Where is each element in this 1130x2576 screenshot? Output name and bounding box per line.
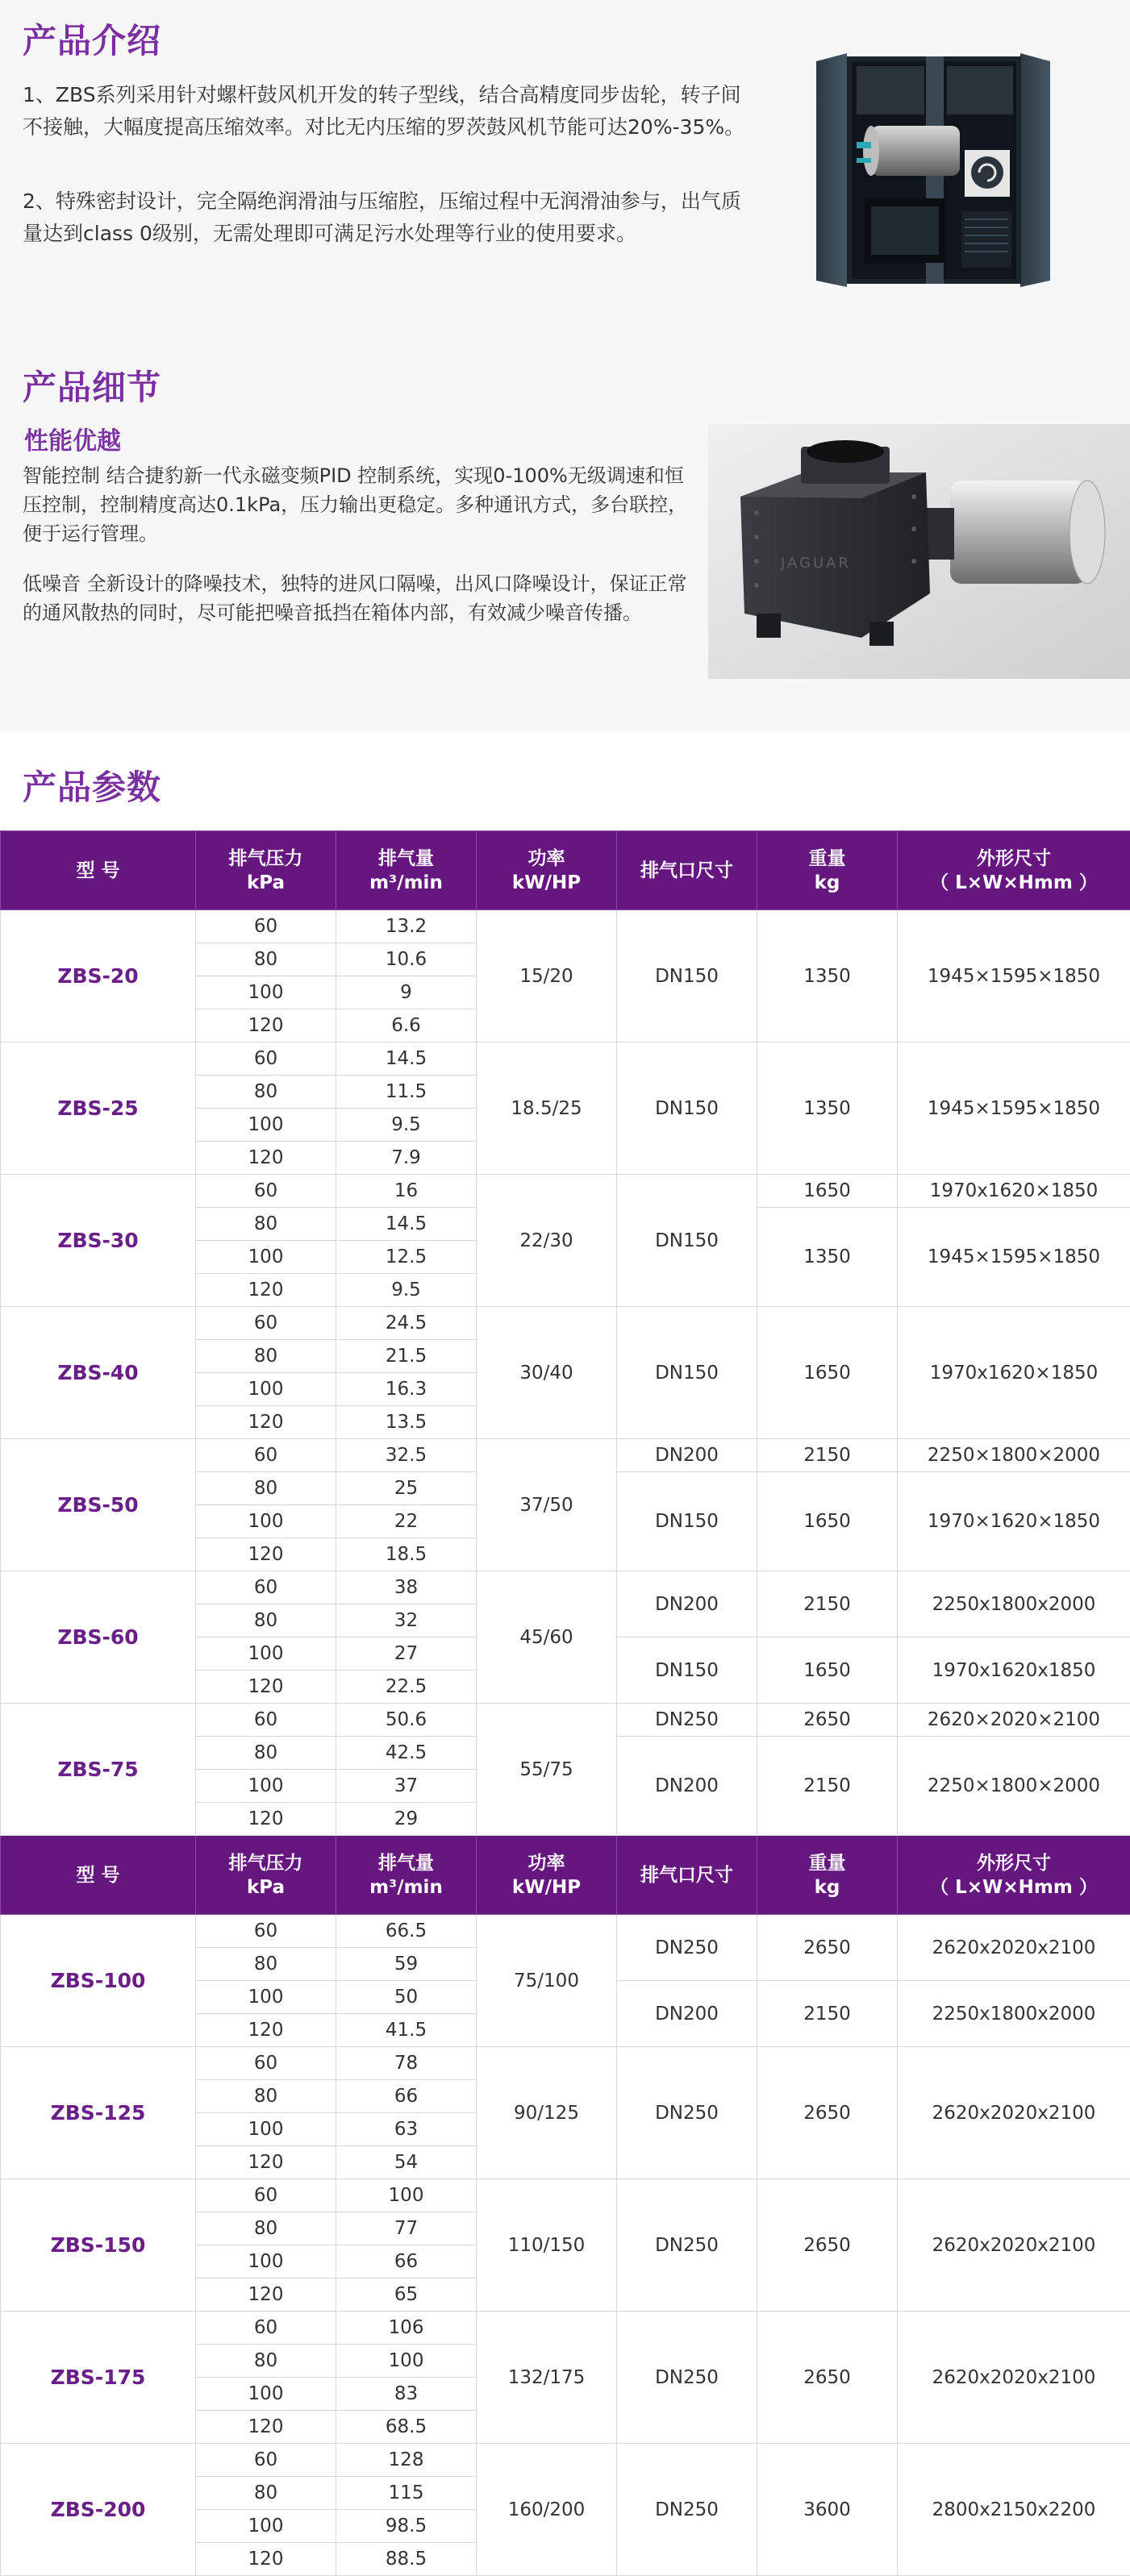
outlet-cell: DN150 <box>617 1175 757 1307</box>
weight-cell: 2150 <box>757 1737 898 1836</box>
flow-cell: 66 <box>336 2245 477 2278</box>
power-cell: 55/75 <box>477 1704 617 1836</box>
header-weight_unit-label: kg <box>815 1877 840 1898</box>
table-row <box>1 1307 1130 1340</box>
flow-cell: 6.6 <box>336 1009 477 1042</box>
pressure-cell: 60 <box>196 2179 336 2212</box>
power-cell: 90/125 <box>477 2047 617 2179</box>
outlet-cell: DN250 <box>617 1704 757 1737</box>
pressure-cell: 100 <box>196 2510 336 2543</box>
header-weight_unit-label: kg <box>815 872 840 893</box>
pressure-cell: 100 <box>196 976 336 1009</box>
flow-cell: 37 <box>336 1770 477 1803</box>
flow-cell: 78 <box>336 2047 477 2080</box>
pressure-cell: 60 <box>196 1571 336 1604</box>
outlet-cell: DN200 <box>617 1981 757 2047</box>
pressure-cell: 80 <box>196 943 336 976</box>
pressure-cell: 60 <box>196 1307 336 1340</box>
pressure-cell: 100 <box>196 1981 336 2014</box>
flow-cell: 22.5 <box>336 1671 477 1704</box>
header-pressure <box>196 1836 336 1915</box>
weight-cell: 2650 <box>757 2312 898 2444</box>
header-outlet-label: 排气口尺寸 <box>640 1865 733 1886</box>
model-cell: ZBS-125 <box>1 2047 196 2179</box>
pressure-cell: 100 <box>196 1373 336 1406</box>
flow-cell: 100 <box>336 2179 477 2212</box>
flow-cell: 24.5 <box>336 1307 477 1340</box>
pressure-cell: 80 <box>196 1737 336 1770</box>
header-outlet <box>617 831 757 910</box>
header-power_unit-label: kW/HP <box>512 872 581 893</box>
pressure-cell: 120 <box>196 1274 336 1307</box>
params-section-header <box>0 732 1130 830</box>
outlet-cell: DN200 <box>617 1737 757 1836</box>
weight-cell: 2150 <box>757 1981 898 2047</box>
spec-table <box>0 830 1130 2576</box>
outlet-cell: DN250 <box>617 2179 757 2312</box>
weight-cell: 2650 <box>757 2047 898 2179</box>
weight-cell: 2650 <box>757 1704 898 1737</box>
outlet-cell: DN150 <box>617 1638 757 1704</box>
pressure-cell: 80 <box>196 1076 336 1109</box>
size-cell: 1970x1620×1850 <box>898 1175 1130 1208</box>
outlet-cell: DN150 <box>617 1472 757 1571</box>
pressure-cell: 80 <box>196 2345 336 2378</box>
size-cell: 2620x2020x2100 <box>898 1915 1130 1981</box>
intro-paragraph-1: 1、ZBS系列采用针对螺杆鼓风机开发的转子型线，结合高精度同步齿轮，转子间不接触，大幅度提高压缩效率。对比无内压缩的罗茨鼓风机节能可达20%-35%。 <box>23 79 748 144</box>
model-cell: ZBS-75 <box>1 1704 196 1836</box>
size-cell: 2250x1800x2000 <box>898 1571 1130 1638</box>
header-pressure <box>196 831 336 910</box>
size-cell: 2250×1800×2000 <box>898 1439 1130 1472</box>
header-model-label: 型 号 <box>76 860 119 881</box>
power-cell: 45/60 <box>477 1571 617 1704</box>
header-flow <box>336 831 477 910</box>
pressure-cell: 120 <box>196 1538 336 1571</box>
header-power <box>477 1836 617 1915</box>
outlet-cell: DN150 <box>617 1307 757 1439</box>
flow-cell: 29 <box>336 1803 477 1836</box>
pressure-cell: 100 <box>196 1770 336 1803</box>
weight-cell: 3600 <box>757 2444 898 2576</box>
pressure-cell: 100 <box>196 1241 336 1274</box>
flow-cell: 32.5 <box>336 1439 477 1472</box>
header-pressure_unit-label: kPa <box>247 1877 285 1898</box>
pressure-cell: 80 <box>196 1604 336 1638</box>
pressure-cell: 80 <box>196 1948 336 1981</box>
flow-cell: 63 <box>336 2113 477 2146</box>
model-cell: ZBS-30 <box>1 1175 196 1307</box>
weight-cell: 1350 <box>757 1042 898 1175</box>
outlet-cell: DN250 <box>617 2312 757 2444</box>
header-size_unit-label: （ L×W×Hmm ） <box>930 1877 1098 1898</box>
header-power-label: 功率 <box>528 848 565 869</box>
blower-cabinet-image <box>815 53 1053 287</box>
header-power <box>477 831 617 910</box>
pressure-cell: 120 <box>196 1803 336 1836</box>
pressure-cell: 100 <box>196 1505 336 1538</box>
size-cell: 1945×1595×1850 <box>898 1208 1130 1307</box>
model-cell: ZBS-40 <box>1 1307 196 1439</box>
pressure-cell: 60 <box>196 1175 336 1208</box>
flow-cell: 88.5 <box>336 2543 477 2576</box>
pressure-cell: 60 <box>196 910 336 943</box>
header-model <box>1 831 196 910</box>
flow-cell: 12.5 <box>336 1241 477 1274</box>
power-cell: 132/175 <box>477 2312 617 2444</box>
header-weight <box>757 831 898 910</box>
pressure-cell: 80 <box>196 1208 336 1241</box>
pressure-cell: 120 <box>196 2411 336 2444</box>
power-cell: 37/50 <box>477 1439 617 1571</box>
flow-cell: 16.3 <box>336 1373 477 1406</box>
flow-cell: 128 <box>336 2444 477 2477</box>
flow-cell: 22 <box>336 1505 477 1538</box>
weight-cell: 2150 <box>757 1439 898 1472</box>
model-cell: ZBS-200 <box>1 2444 196 2576</box>
pressure-cell: 120 <box>196 2278 336 2312</box>
flow-cell: 21.5 <box>336 1340 477 1373</box>
model-cell: ZBS-25 <box>1 1042 196 1175</box>
pressure-cell: 100 <box>196 1109 336 1142</box>
size-cell: 2620x2020x2100 <box>898 2312 1130 2444</box>
outlet-cell: DN200 <box>617 1439 757 1472</box>
weight-cell: 2150 <box>757 1571 898 1638</box>
weight-cell: 2650 <box>757 1915 898 1981</box>
model-cell: ZBS-60 <box>1 1571 196 1704</box>
pressure-cell: 120 <box>196 1009 336 1042</box>
size-cell: 1945×1595×1850 <box>898 910 1130 1042</box>
weight-cell: 1650 <box>757 1307 898 1439</box>
table-row <box>1 2047 1130 2080</box>
flow-cell: 9.5 <box>336 1274 477 1307</box>
flow-cell: 10.6 <box>336 943 477 976</box>
model-cell: ZBS-20 <box>1 910 196 1042</box>
power-cell: 15/20 <box>477 910 617 1042</box>
flow-cell: 68.5 <box>336 2411 477 2444</box>
table-header-row <box>1 1836 1130 1915</box>
weight-cell: 1350 <box>757 910 898 1042</box>
power-cell: 75/100 <box>477 1915 617 2047</box>
pressure-cell: 100 <box>196 1638 336 1671</box>
header-weight-label: 重量 <box>809 848 846 869</box>
weight-cell: 1650 <box>757 1175 898 1208</box>
pressure-cell: 60 <box>196 1439 336 1472</box>
pressure-cell: 80 <box>196 2477 336 2510</box>
model-cell: ZBS-175 <box>1 2312 196 2444</box>
header-flow-label: 排气量 <box>378 848 434 869</box>
flow-cell: 50.6 <box>336 1704 477 1737</box>
flow-cell: 106 <box>336 2312 477 2345</box>
pressure-cell: 120 <box>196 2146 336 2179</box>
pressure-cell: 80 <box>196 1340 336 1373</box>
size-cell: 2250×1800×2000 <box>898 1737 1130 1836</box>
power-cell: 30/40 <box>477 1307 617 1439</box>
detail-paragraph-control: 智能控制 结合捷豹新一代永磁变频PID 控制系统，实现0-100%无级调速和恒压控制，控制精度高达0.1kPa，压力输出更稳定。多种通讯方式，多台联控，便于运行管理。 <box>23 461 700 548</box>
header-pressure-label: 排气压力 <box>229 1853 303 1874</box>
pressure-cell: 60 <box>196 2444 336 2477</box>
detail-paragraph-noise: 低噪音 全新设计的降噪技术，独特的进风口隔噪，出风口降噪设计，保证正常的通风散热的同时，尽可能把噪音抵挡在箱体内部，有效减少噪音传播。 <box>23 569 700 627</box>
header-size <box>898 831 1130 910</box>
size-cell: 1970x1620x1850 <box>898 1638 1130 1704</box>
pressure-cell: 120 <box>196 2543 336 2576</box>
table-row <box>1 2312 1130 2345</box>
intro-paragraph-2: 2、特殊密封设计，完全隔绝润滑油与压缩腔，压缩过程中无润滑油参与，出气质量达到class 0级别，无需处理即可满足污水处理等行业的使用要求。 <box>23 185 748 250</box>
flow-cell: 11.5 <box>336 1076 477 1109</box>
header-flow-label: 排气量 <box>378 1853 434 1874</box>
power-cell: 110/150 <box>477 2179 617 2312</box>
header-model <box>1 1836 196 1915</box>
flow-cell: 18.5 <box>336 1538 477 1571</box>
flow-cell: 9 <box>336 976 477 1009</box>
brand-mark: JAGUAR <box>780 555 851 572</box>
weight-cell: 2650 <box>757 2179 898 2312</box>
size-cell: 2800x2150x2200 <box>898 2444 1130 2576</box>
blower-unit-image <box>708 424 1130 679</box>
flow-cell: 9.5 <box>336 1109 477 1142</box>
header-size-label: 外形尺寸 <box>977 1853 1051 1874</box>
pressure-cell: 120 <box>196 2014 336 2047</box>
pressure-cell: 60 <box>196 2312 336 2345</box>
header-power_unit-label: kW/HP <box>512 1877 581 1898</box>
table-row <box>1 1704 1130 1737</box>
flow-cell: 50 <box>336 1981 477 2014</box>
flow-cell: 65 <box>336 2278 477 2312</box>
intro-title: 产品介绍 <box>23 15 161 63</box>
pressure-cell: 120 <box>196 1142 336 1175</box>
header-flow_unit-label: m³/min <box>369 1877 443 1898</box>
power-cell: 18.5/25 <box>477 1042 617 1175</box>
size-cell: 2250x1800x2000 <box>898 1981 1130 2047</box>
pressure-cell: 120 <box>196 1671 336 1704</box>
table-row <box>1 1915 1130 1948</box>
header-weight-label: 重量 <box>809 1853 846 1874</box>
header-flow <box>336 1836 477 1915</box>
flow-cell: 14.5 <box>336 1208 477 1241</box>
header-flow_unit-label: m³/min <box>369 872 443 893</box>
table-row <box>1 2179 1130 2212</box>
weight-cell: 1650 <box>757 1638 898 1704</box>
model-cell: ZBS-150 <box>1 2179 196 2312</box>
table-row <box>1 1175 1130 1208</box>
model-cell: ZBS-50 <box>1 1439 196 1571</box>
header-size_unit-label: （ L×W×Hmm ） <box>930 872 1098 893</box>
header-power-label: 功率 <box>528 1853 565 1874</box>
table-row <box>1 1571 1130 1604</box>
table-row <box>1 2444 1130 2477</box>
outlet-cell: DN150 <box>617 910 757 1042</box>
flow-cell: 115 <box>336 2477 477 2510</box>
pressure-cell: 100 <box>196 2245 336 2278</box>
detail-title: 产品细节 <box>23 361 161 410</box>
header-model-label: 型 号 <box>76 1865 119 1886</box>
flow-cell: 13.5 <box>336 1406 477 1439</box>
params-title: 产品参数 <box>23 761 161 809</box>
table-row <box>1 1042 1130 1076</box>
outlet-cell: DN200 <box>617 1571 757 1638</box>
pressure-cell: 120 <box>196 1406 336 1439</box>
table-row <box>1 910 1130 943</box>
flow-cell: 66 <box>336 2080 477 2113</box>
weight-cell: 1650 <box>757 1472 898 1571</box>
pressure-cell: 60 <box>196 1704 336 1737</box>
power-cell: 22/30 <box>477 1175 617 1307</box>
detail-section <box>0 355 1130 732</box>
table-header-row <box>1 831 1130 910</box>
outlet-cell: DN150 <box>617 1042 757 1175</box>
flow-cell: 83 <box>336 2378 477 2411</box>
header-size <box>898 1836 1130 1915</box>
flow-cell: 100 <box>336 2345 477 2378</box>
pressure-cell: 80 <box>196 2080 336 2113</box>
flow-cell: 13.2 <box>336 910 477 943</box>
pressure-cell: 60 <box>196 2047 336 2080</box>
size-cell: 1970×1620×1850 <box>898 1472 1130 1571</box>
pressure-cell: 80 <box>196 2212 336 2245</box>
header-pressure_unit-label: kPa <box>247 872 285 893</box>
size-cell: 2620x2020x2100 <box>898 2047 1130 2179</box>
pressure-cell: 60 <box>196 1042 336 1076</box>
size-cell: 2620x2020x2100 <box>898 2179 1130 2312</box>
outlet-cell: DN250 <box>617 2047 757 2179</box>
weight-cell: 1350 <box>757 1208 898 1307</box>
header-pressure-label: 排气压力 <box>229 848 303 869</box>
flow-cell: 41.5 <box>336 2014 477 2047</box>
model-cell: ZBS-100 <box>1 1915 196 2047</box>
power-cell: 160/200 <box>477 2444 617 2576</box>
pressure-cell: 100 <box>196 2378 336 2411</box>
flow-cell: 42.5 <box>336 1737 477 1770</box>
flow-cell: 14.5 <box>336 1042 477 1076</box>
header-weight <box>757 1836 898 1915</box>
intro-section <box>0 0 1130 355</box>
size-cell: 1945×1595×1850 <box>898 1042 1130 1175</box>
pressure-cell: 100 <box>196 2113 336 2146</box>
flow-cell: 27 <box>336 1638 477 1671</box>
size-cell: 2620×2020×2100 <box>898 1704 1130 1737</box>
pressure-cell: 80 <box>196 1472 336 1505</box>
table-row <box>1 1439 1130 1472</box>
header-outlet <box>617 1836 757 1915</box>
pressure-cell: 60 <box>196 1915 336 1948</box>
flow-cell: 59 <box>336 1948 477 1981</box>
header-outlet-label: 排气口尺寸 <box>640 860 733 881</box>
header-size-label: 外形尺寸 <box>977 848 1051 869</box>
detail-subtitle: 性能优越 <box>24 421 121 456</box>
flow-cell: 16 <box>336 1175 477 1208</box>
flow-cell: 32 <box>336 1604 477 1638</box>
flow-cell: 7.9 <box>336 1142 477 1175</box>
flow-cell: 77 <box>336 2212 477 2245</box>
flow-cell: 66.5 <box>336 1915 477 1948</box>
size-cell: 1970x1620×1850 <box>898 1307 1130 1439</box>
outlet-cell: DN250 <box>617 1915 757 1981</box>
flow-cell: 38 <box>336 1571 477 1604</box>
flow-cell: 98.5 <box>336 2510 477 2543</box>
flow-cell: 25 <box>336 1472 477 1505</box>
flow-cell: 54 <box>336 2146 477 2179</box>
outlet-cell: DN250 <box>617 2444 757 2576</box>
